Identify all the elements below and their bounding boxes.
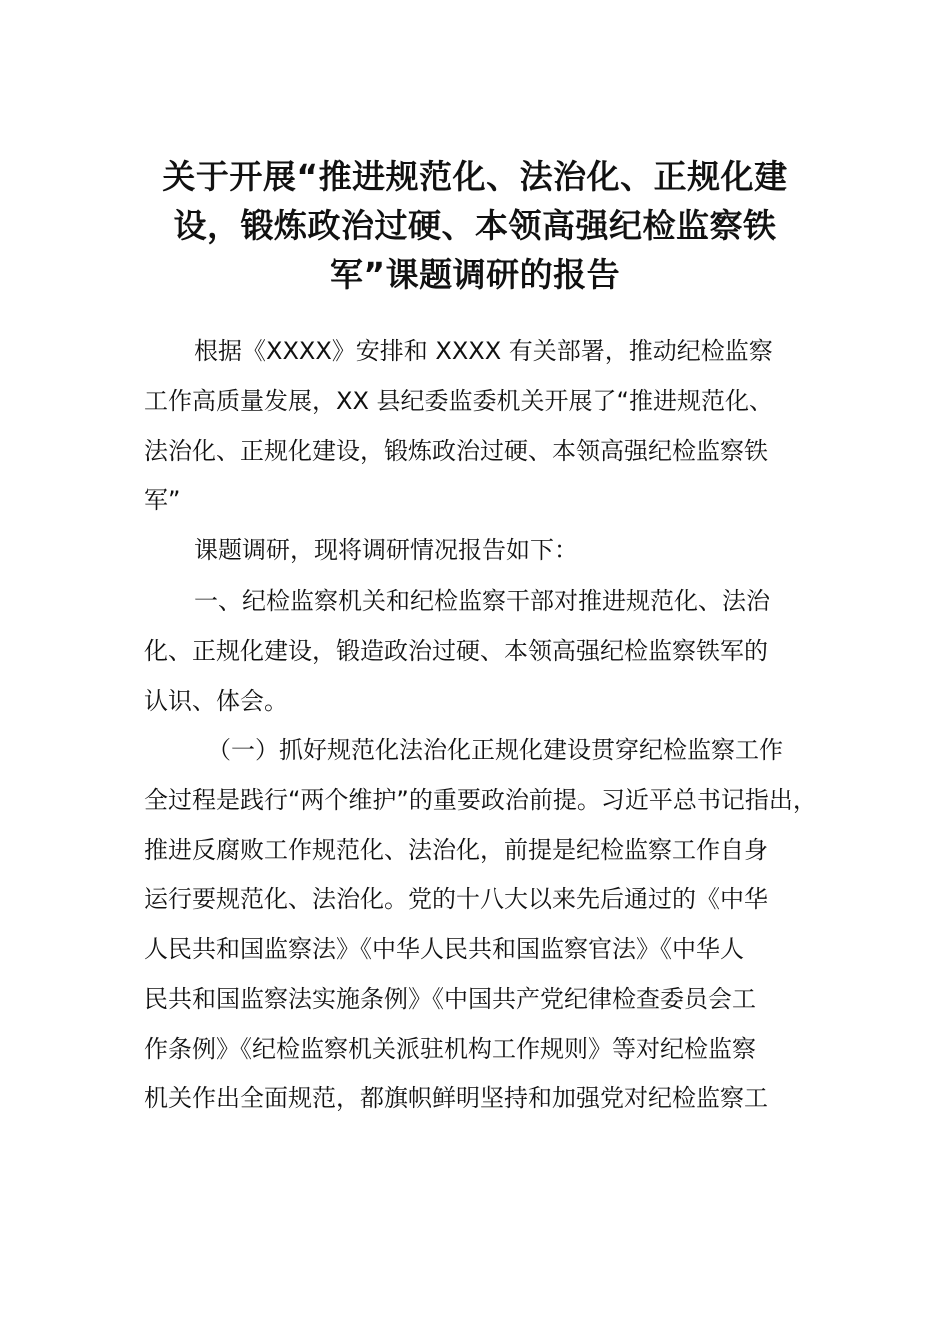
body-line: 全过程是践行“两个维护”的重要政治前提。习近平总书记指出，	[144, 786, 817, 814]
section-heading-line: 一、纪检监察机关和纪检监察干部对推进规范化、法治	[194, 587, 770, 615]
body-line: 运行要规范化、法治化。党的十八大以来先后通过的《中华	[144, 885, 768, 913]
document-title	[118, 152, 832, 299]
body-line: 根据《XXXX》安排和 XXXX 有关部署，推动纪检监察	[194, 337, 773, 365]
body-line: 课题调研，现将调研情况报告如下：	[194, 536, 578, 564]
title-line: 关于开展“推进规范化、法治化、正规化建	[162, 157, 788, 196]
body-line: 人民共和国监察法》《中华人民共和国监察官法》《中华人	[144, 935, 744, 963]
body-line: 推进反腐败工作规范化、法治化，前提是纪检监察工作自身	[144, 836, 768, 864]
body-line: 工作高质量发展，XX 县纪委监委机关开展了“推进规范化、	[144, 387, 773, 415]
body-line: 军”	[144, 486, 181, 514]
title-line: 军”课题调研的报告	[329, 255, 621, 294]
title-line: 设，锻炼政治过硬、本领高强纪检监察铁	[173, 206, 777, 245]
body-line: 法治化、正规化建设，锻炼政治过硬、本领高强纪检监察铁	[144, 437, 768, 465]
body-line: 民共和国监察法实施条例》《中国共产党纪律检查委员会工	[144, 985, 756, 1013]
body-line: 作条例》《纪检监察机关派驻机构工作规则》等对纪检监察	[144, 1035, 756, 1063]
body-line: （一）抓好规范化法治化正规化建设贯穿纪检监察工作	[207, 736, 783, 764]
section-heading-line: 化、正规化建设，锻造政治过硬、本领高强纪检监察铁军的	[144, 637, 768, 665]
body-line: 机关作出全面规范，都旗帜鲜明坚持和加强党对纪检监察工	[144, 1084, 768, 1112]
section-heading-line: 认识、体会。	[144, 687, 288, 715]
